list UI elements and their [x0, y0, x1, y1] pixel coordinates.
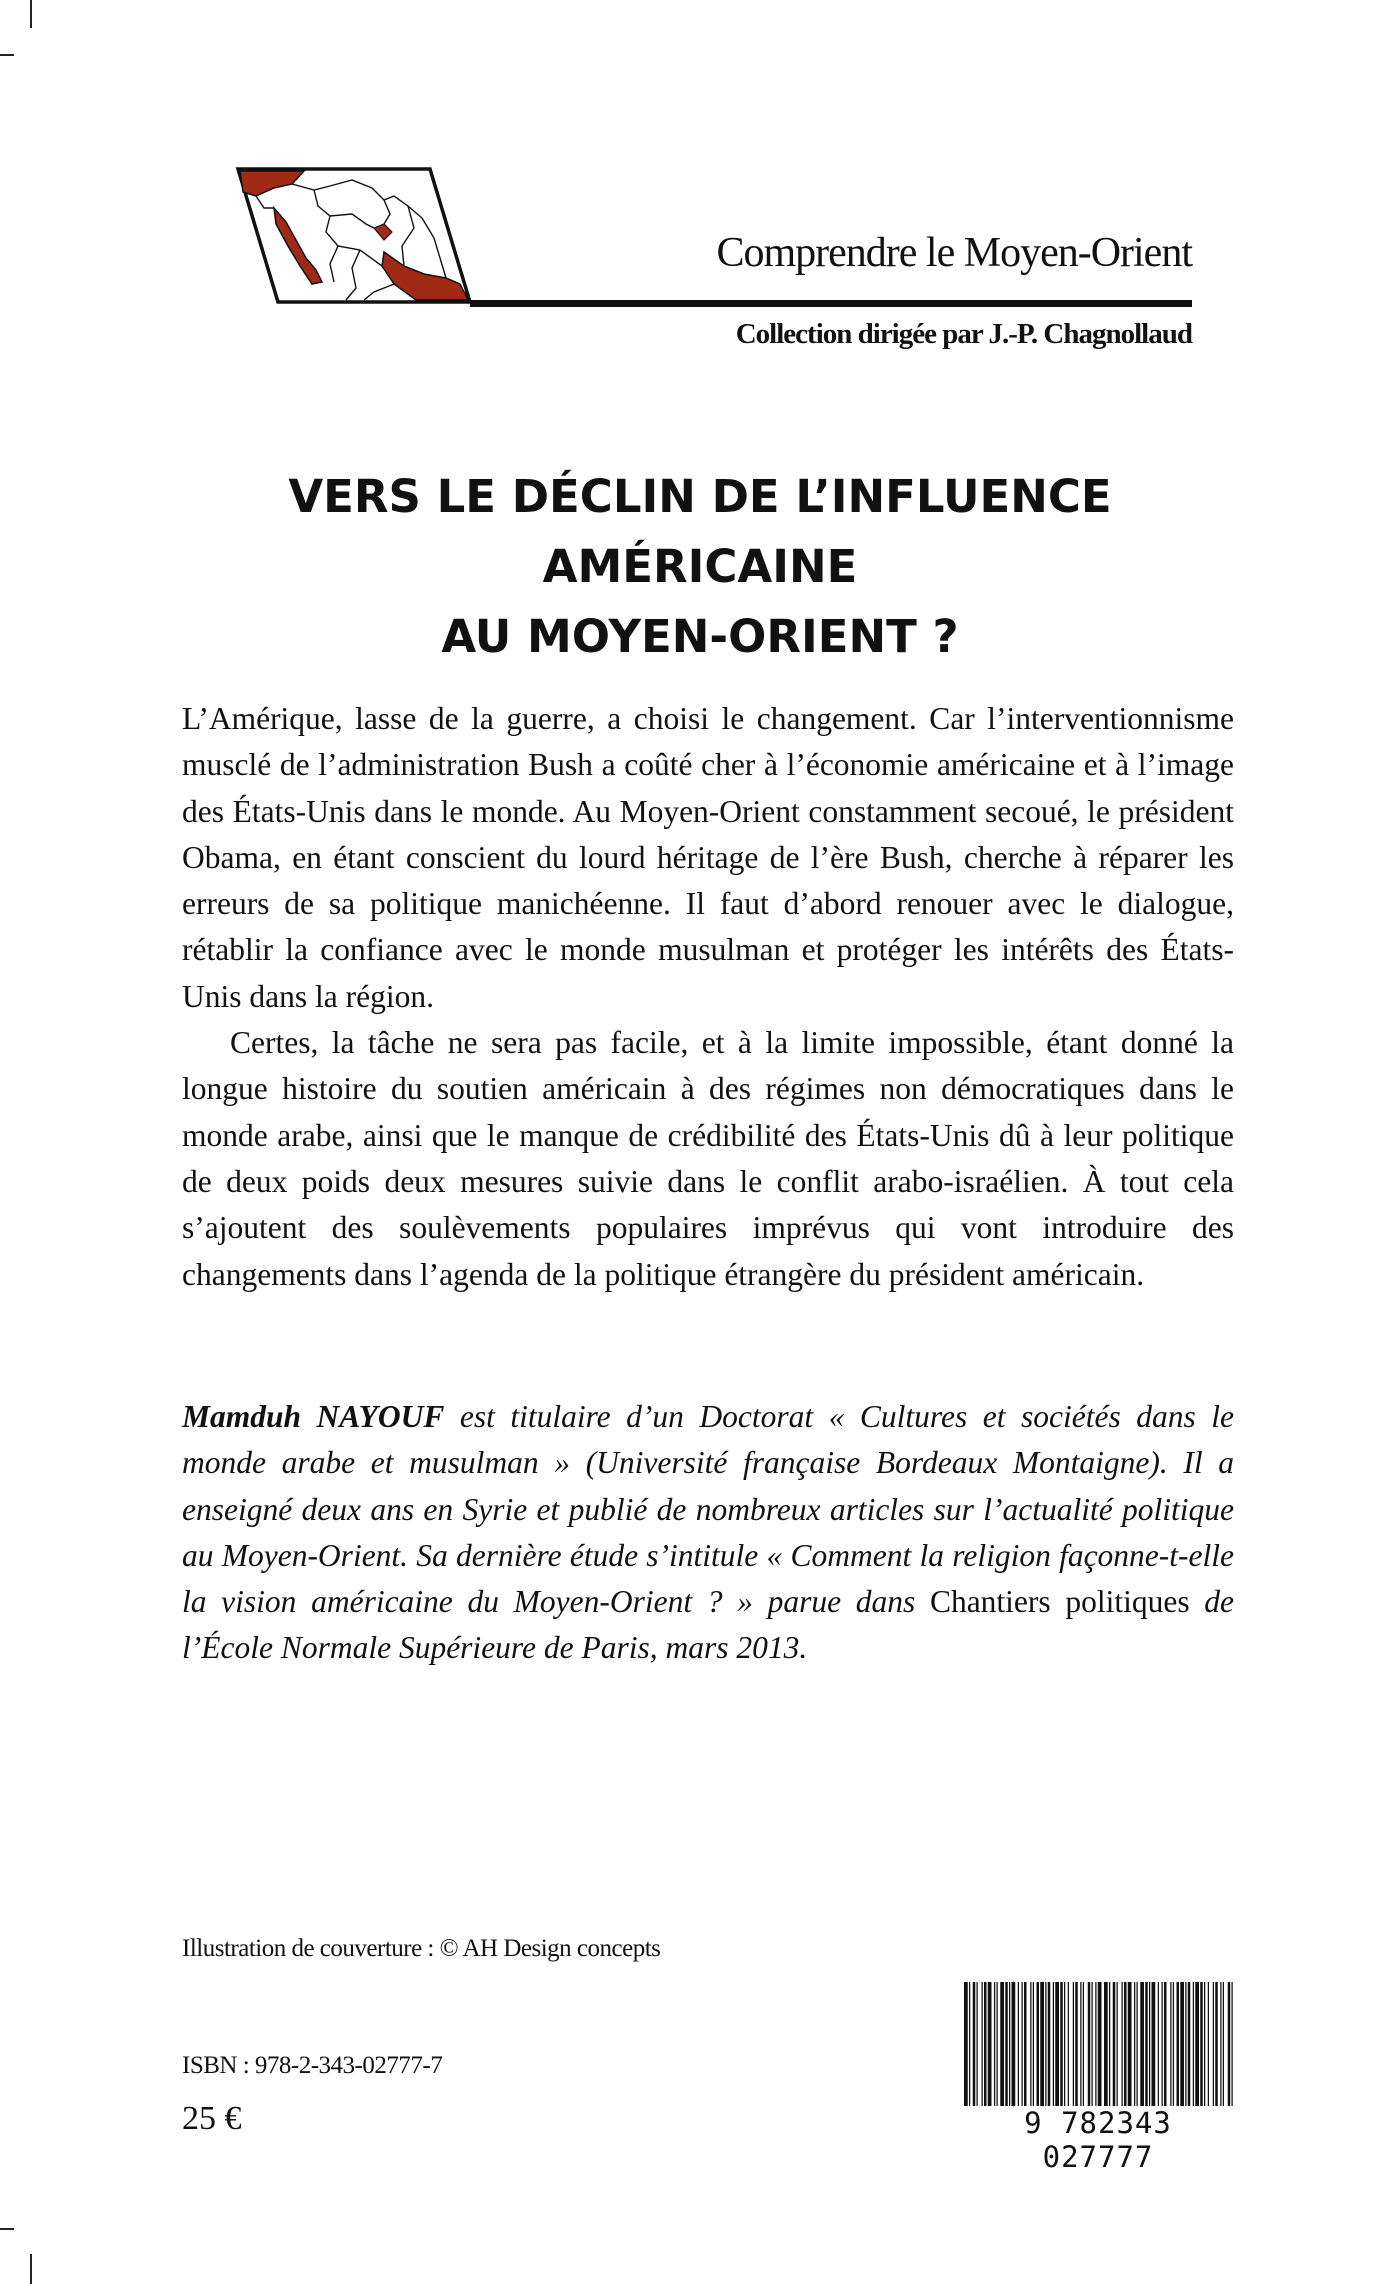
bio-journal: Chantiers politiques: [929, 1584, 1190, 1620]
isbn: ISBN : 978-2-343-02777-7: [182, 2052, 443, 2079]
blurb-paragraph-1: L’Amérique, lasse de la guerre, a choisi le changement. Car l’interventionnisme musclé de l’administration Bush a coûté cher à l’économie américaine et à l’image des États-Unis dans le monde. Au Moyen-Orient constamment secoué, le président Obama, en étant conscient du lourd héritage de l’ère Bush, cherche à réparer les erreurs de sa politique manichéenne. Il faut d’abord renouer avec le dialogue, rétablir la confiance avec le monde musulman et protéger les intérêts des États-Unis dans la région.: [182, 701, 1234, 1014]
crop-mark-left-top: [0, 54, 14, 56]
crop-mark-left-bottom: [0, 2228, 14, 2230]
bio-text-1: est titulaire d’un Doctorat « Cultures et sociétés dans le monde arabe et musulman » (Université française Bordeaux Montaigne). Il a enseigné deux ans en Syrie et publié de nombreux articles sur l’actualité politique au Moyen-Orient. Sa dernière étude s’intitule « Comment la religion façonne-t-elle la vision américaine du Moyen-Orient ? » parue dans: [182, 1399, 1234, 1620]
bio-text-2: de l’École Normale Supérieure de Paris, mars 2013.: [182, 1584, 1234, 1666]
series-header: [470, 230, 1192, 350]
series-director: Collection dirigée par J.-P. Chagnollaud: [735, 318, 1192, 350]
price: 25 €: [182, 2100, 242, 2137]
series-title: Comprendre le Moyen-Orient: [716, 230, 1192, 276]
book-title-line-1: VERS LE DÉCLIN DE L’INFLUENCE AMÉRICAINE: [288, 470, 1112, 593]
crop-mark-bottom-left: [30, 2254, 32, 2284]
book-blurb: [182, 696, 1234, 1298]
author-name: Mamduh NAYOUF: [182, 1399, 445, 1434]
book-title-line-2: AU MOYEN-ORIENT ?: [441, 610, 959, 663]
illustration-credit: Illustration de couverture : © AH Design concepts: [182, 1935, 661, 1962]
barcode-number: 9 782343 027777: [962, 2106, 1234, 2174]
blurb-paragraph-2: Certes, la tâche ne sera pas facile, et à la limite impossible, étant donné la longue histoire du soutien américain à des régimes non démocratiques dans le monde arabe, ainsi que le manque de crédibilité des États-Unis dû à leur politique de deux poids deux mesures suivie dans le conflit arabo-israélien. À tout cela s’ajoutent des soulèvements populaires imprévus qui vont introduire des changements dans l’agenda de la politique étrangère du président américain.: [182, 1025, 1234, 1292]
book-title: [150, 462, 1250, 672]
middle-east-map-logo: [234, 166, 474, 306]
author-bio: [182, 1394, 1234, 1672]
series-rule: [470, 300, 1192, 307]
crop-mark-top-left: [30, 0, 32, 28]
